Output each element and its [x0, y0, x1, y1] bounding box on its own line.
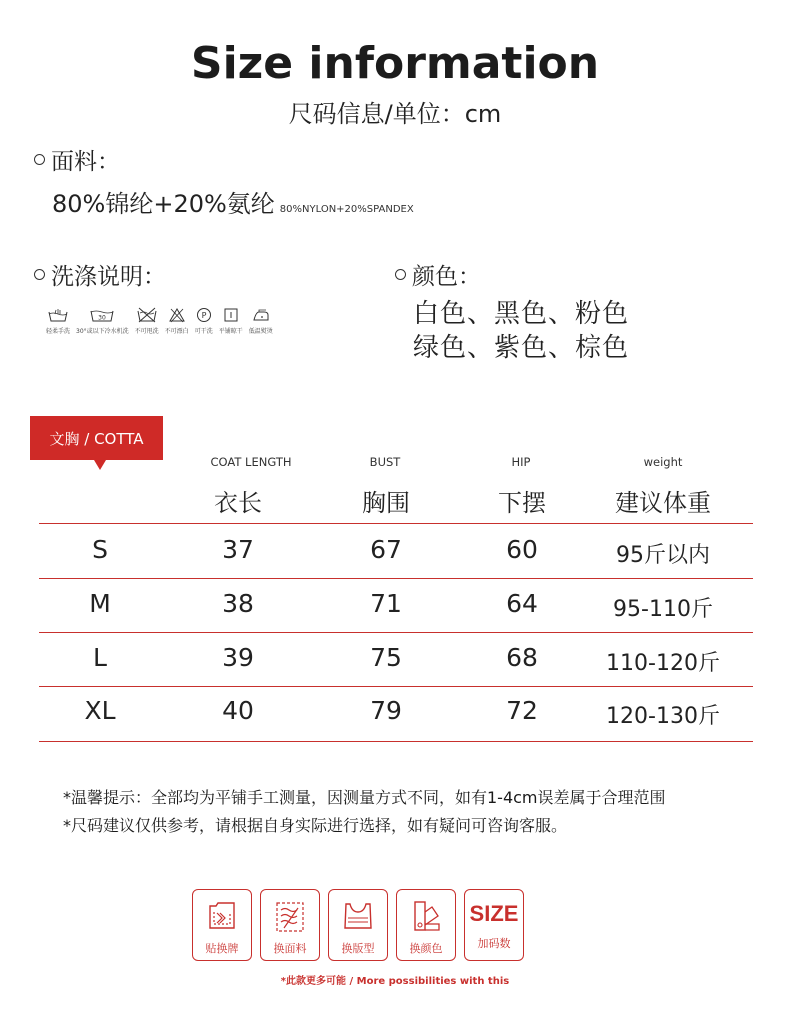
header-length-en: COAT LENGTH: [210, 455, 292, 469]
more-possibilities-text: *此款更多可能 / More possibilities with this: [280, 976, 510, 987]
wash-item: [219, 307, 243, 335]
cell-weight: 120-130斤: [606, 704, 720, 729]
washing-heading-label: 洗涤说明：: [51, 264, 166, 290]
wash-label: 轻柔手洗: [46, 328, 71, 335]
label-swap-icon: [202, 898, 242, 936]
cell-size: M: [89, 589, 111, 618]
option-label: 换颜色: [409, 942, 443, 955]
fabric-heading: [34, 143, 120, 176]
note-line-1: *温馨提示：全部均为平铺手工测量，因测量方式不同，如有1-4cm误差属于合理范围: [63, 788, 666, 807]
cell-length: 40: [222, 696, 254, 725]
wash-label: 可干洗: [194, 328, 213, 335]
color-swap-icon: [406, 898, 446, 936]
wash-item: [135, 307, 159, 335]
machine-wash-30-icon: [88, 307, 116, 323]
cell-hip: 72: [506, 696, 538, 725]
cell-hip: 68: [506, 643, 538, 672]
table-divider: [39, 741, 753, 742]
notes: [63, 784, 666, 840]
svg-text:P: P: [201, 311, 207, 320]
iron-low-icon: [251, 307, 271, 323]
tag-pointer: [94, 460, 106, 470]
page-subtitle: 尺码信息/单位：cm: [288, 100, 502, 128]
table-divider: [39, 523, 753, 524]
wash-icons: [46, 307, 279, 335]
washing-heading: [34, 258, 166, 291]
note-line-2: *尺码建议仅供参考，请根据自身实际进行选择，如有疑问可咨询客服。: [63, 816, 568, 835]
table-divider: [39, 632, 753, 633]
wash-item: [249, 307, 273, 335]
option-size: [464, 889, 524, 961]
header-bust-en: BUST: [369, 455, 401, 469]
table-divider: [39, 578, 753, 579]
no-bleach-icon: [168, 307, 186, 323]
color-line-1: 白色、黑色、粉色: [413, 299, 630, 329]
product-tag: 文胸 / COTTA: [30, 416, 163, 460]
dry-clean-p-icon: [195, 307, 213, 323]
color-heading-label: 颜色：: [412, 264, 481, 290]
cell-bust: 79: [370, 696, 402, 725]
wash-label: 30°或以下冷水机洗: [76, 328, 129, 335]
cell-size: S: [92, 535, 108, 564]
header-weight-cn: 建议体重: [615, 489, 711, 517]
pattern-swap-icon: [338, 898, 378, 936]
fabric-swap-icon: [270, 898, 310, 936]
fabric-value: [52, 184, 414, 219]
fabric-composition-en: 80%NYLON+20%SPANDEX: [279, 204, 414, 215]
wash-item: [165, 307, 189, 335]
option-label: 换版型: [341, 942, 375, 955]
option-color-swap: [396, 889, 456, 961]
cell-weight: 95-110斤: [613, 597, 713, 622]
wash-item: [76, 307, 129, 335]
header-hip-cn: 下摆: [498, 489, 546, 517]
option-label-swap: [192, 889, 252, 961]
option-pattern-swap: [328, 889, 388, 961]
header-bust-cn: 胸围: [362, 489, 410, 517]
svg-text:30: 30: [98, 314, 107, 322]
cell-bust: 71: [370, 589, 402, 618]
cell-length: 38: [222, 589, 254, 618]
size-icon: SIZE: [469, 901, 519, 926]
wash-label: 不可漂白: [164, 328, 189, 335]
dry-flat-icon: [222, 307, 240, 323]
cell-size: XL: [84, 696, 116, 725]
cell-hip: 64: [506, 589, 538, 618]
color-line-2: 绿色、紫色、棕色: [413, 333, 630, 363]
header-hip-en: HIP: [511, 455, 531, 469]
cell-bust: 67: [370, 535, 402, 564]
option-fabric-swap: [260, 889, 320, 961]
color-heading: [395, 258, 481, 291]
wash-label: 平铺晾干: [218, 328, 243, 335]
cell-length: 37: [222, 535, 254, 564]
wash-item: [195, 307, 213, 335]
no-tumble-dry-icon: [135, 307, 159, 323]
customization-options: [192, 889, 524, 961]
bullet-circle-icon: [34, 154, 45, 165]
fabric-heading-label: 面料：: [51, 149, 120, 175]
option-label: 贴换牌: [205, 942, 239, 955]
table-divider: [39, 686, 753, 687]
option-label: 换面料: [273, 942, 307, 955]
cell-weight: 110-120斤: [606, 651, 720, 676]
wash-item: [46, 307, 70, 335]
color-list: [413, 297, 629, 365]
header-length-cn: 衣长: [214, 489, 262, 517]
wash-label: 不可甩洗: [134, 328, 159, 335]
cell-length: 39: [222, 643, 254, 672]
cell-weight: 95斤以内: [616, 543, 710, 568]
wash-label: 低温熨烫: [248, 328, 273, 335]
bullet-circle-icon: [34, 269, 45, 280]
option-label: 加码数: [477, 937, 511, 950]
cell-hip: 60: [506, 535, 538, 564]
page-title: Size information: [190, 38, 600, 89]
fabric-composition: 80%锦纶+20%氨纶: [52, 190, 275, 218]
header-weight-en: weight: [643, 455, 683, 469]
cell-bust: 75: [370, 643, 402, 672]
hand-wash-icon: [46, 307, 70, 323]
cell-size: L: [93, 643, 107, 672]
bullet-circle-icon: [395, 269, 406, 280]
